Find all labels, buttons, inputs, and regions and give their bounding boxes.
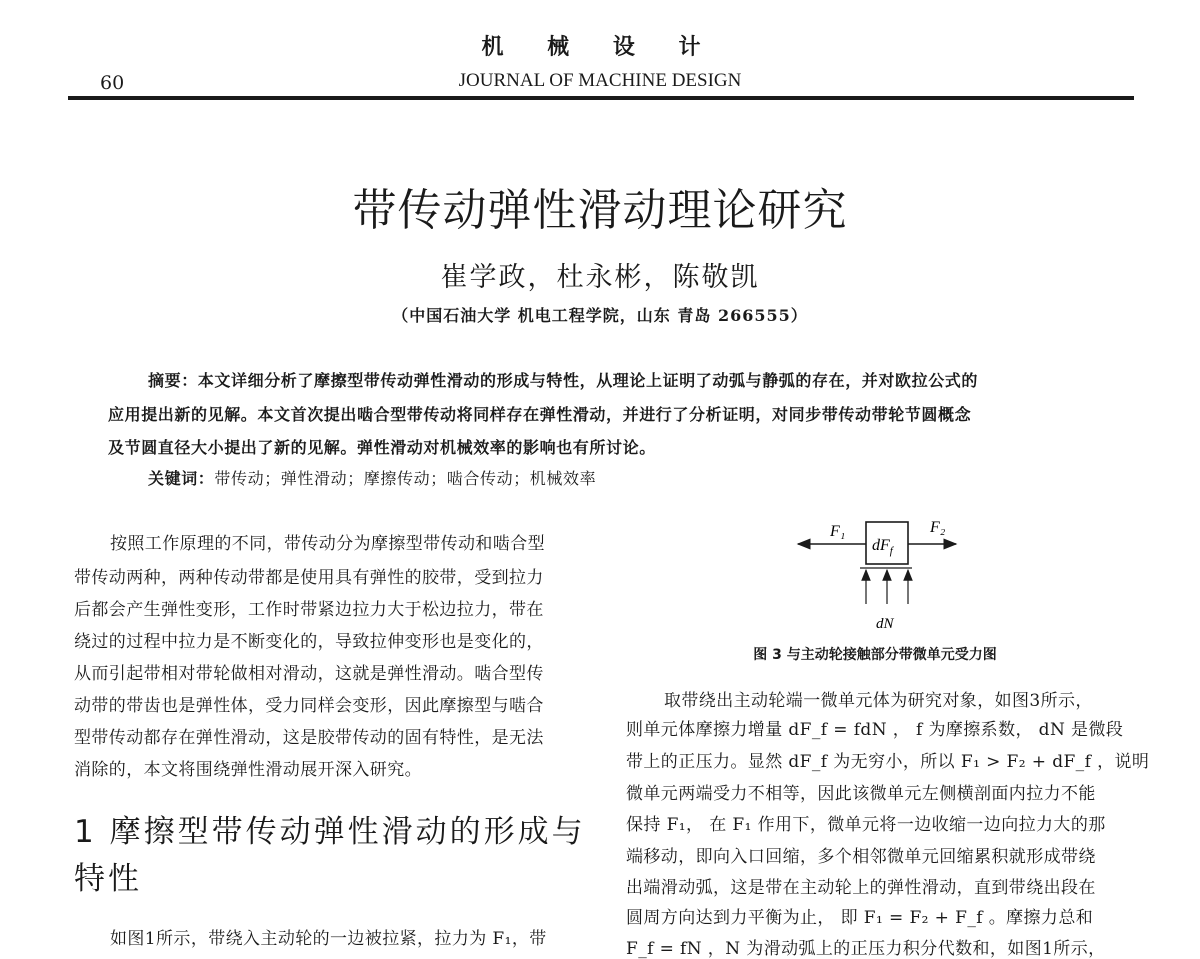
label-dff: $dF_f$ — [872, 537, 893, 557]
page-number: 60 — [100, 72, 125, 94]
abstract-line: 应用提出新的见解。本文首次提出啮合型带传动将同样存在弹性滑动，并进行了分析证明，对同步带传动带轮节圆概念 — [108, 405, 972, 424]
body-line: F_f = fN ，N 为滑动弧上的正压力积分代数和，如图1所示， — [626, 939, 1106, 959]
body-line: 动带的带齿也是弹性体，受力同样会变形，因此摩擦型与啮合 — [74, 696, 544, 716]
keywords-text: 带传动；弹性滑动；摩擦传动；啮合传动；机械效率 — [214, 469, 597, 488]
body-line: 微单元两端受力不相等，因此该微单元左侧横剖面内拉力不能 — [626, 784, 1096, 804]
body-line: 按照工作原理的不同，带传动分为摩擦型带传动和啮合型 — [110, 534, 545, 554]
abstract-line: 及节圆直径大小提出了新的见解。弹性滑动对机械效率的影响也有所讨论。 — [108, 438, 656, 457]
journal-title-cn: 机 械 设 计 — [481, 35, 719, 60]
body-line: 则单元体摩擦力增量 dF_f = fdN ， f 为摩擦系数， dN 是微段 — [626, 720, 1124, 740]
section-heading-cont: 特性 — [74, 861, 142, 897]
authors: 崔学政，杜永彬，陈敬凯 — [440, 262, 760, 293]
header-rule — [68, 96, 1134, 100]
body-line: 端移动，即向入口回缩，多个相邻微单元回缩累积就形成带绕 — [626, 847, 1096, 867]
label-f1: F₁ — [830, 523, 846, 540]
body-line: 后都会产生弹性变形，工作时带紧边拉力大于松边拉力，带在 — [74, 600, 544, 620]
force-diagram — [790, 508, 960, 636]
keywords — [148, 466, 596, 489]
body-line: 消除的，本文将围绕弹性滑动展开深入研究。 — [74, 760, 422, 780]
body-line: 圆周方向达到力平衡为止， 即 F₁ = F₂ + F_f 。摩擦力总和 — [626, 908, 1094, 928]
body-line: 出端滑动弧，这是带在主动轮上的弹性滑动，直到带绕出段在 — [626, 878, 1096, 898]
section-heading: 1 摩擦型带传动弹性滑动的形成与 — [74, 814, 586, 850]
journal-title-en: JOURNAL OF MACHINE DESIGN — [458, 70, 742, 91]
body-line: 带上的正压力。显然 dF_f 为无穷小，所以 F₁ > F₂ + dF_f ，说明 — [626, 752, 1150, 772]
body-line: 绕过的过程中拉力是不断变化的，导致拉伸变形也是变化的， — [74, 632, 544, 652]
affiliation: （中国石油大学 机电工程学院，山东 青岛 266555） — [392, 306, 808, 325]
body-line: 如图1所示，带绕入主动轮的一边被拉紧，拉力为 F₁，带 — [110, 929, 547, 949]
body-line: 带传动两种，两种传动带都是使用具有弹性的胶带，受到拉力 — [74, 568, 544, 588]
keywords-label: 关键词： — [148, 469, 215, 488]
label-dn: dN — [876, 616, 894, 632]
body-line: 型带传动都存在弹性滑动，这是胶带传动的固有特性，是无法 — [74, 728, 544, 748]
figure-caption: 图 3 与主动轮接触部分带微单元受力图 — [753, 647, 997, 663]
abstract-line: 摘要：本文详细分析了摩擦型带传动弹性滑动的形成与特性，从理论上证明了动弧与静弧的存在，并对欧拉公式的 — [148, 371, 979, 390]
body-line: 保持 F₁， 在 F₁ 作用下，微单元将一边收缩一边向拉力大的那 — [626, 815, 1106, 835]
label-f2: F₂ — [930, 519, 946, 536]
paper-title: 带传动弹性滑动理论研究 — [352, 185, 848, 236]
body-line: 从而引起带相对带轮做相对滑动，这就是弹性滑动。啮合型传 — [74, 664, 544, 684]
body-line: 取带绕出主动轮端一微单元体为研究对象，如图3所示， — [664, 691, 1093, 711]
